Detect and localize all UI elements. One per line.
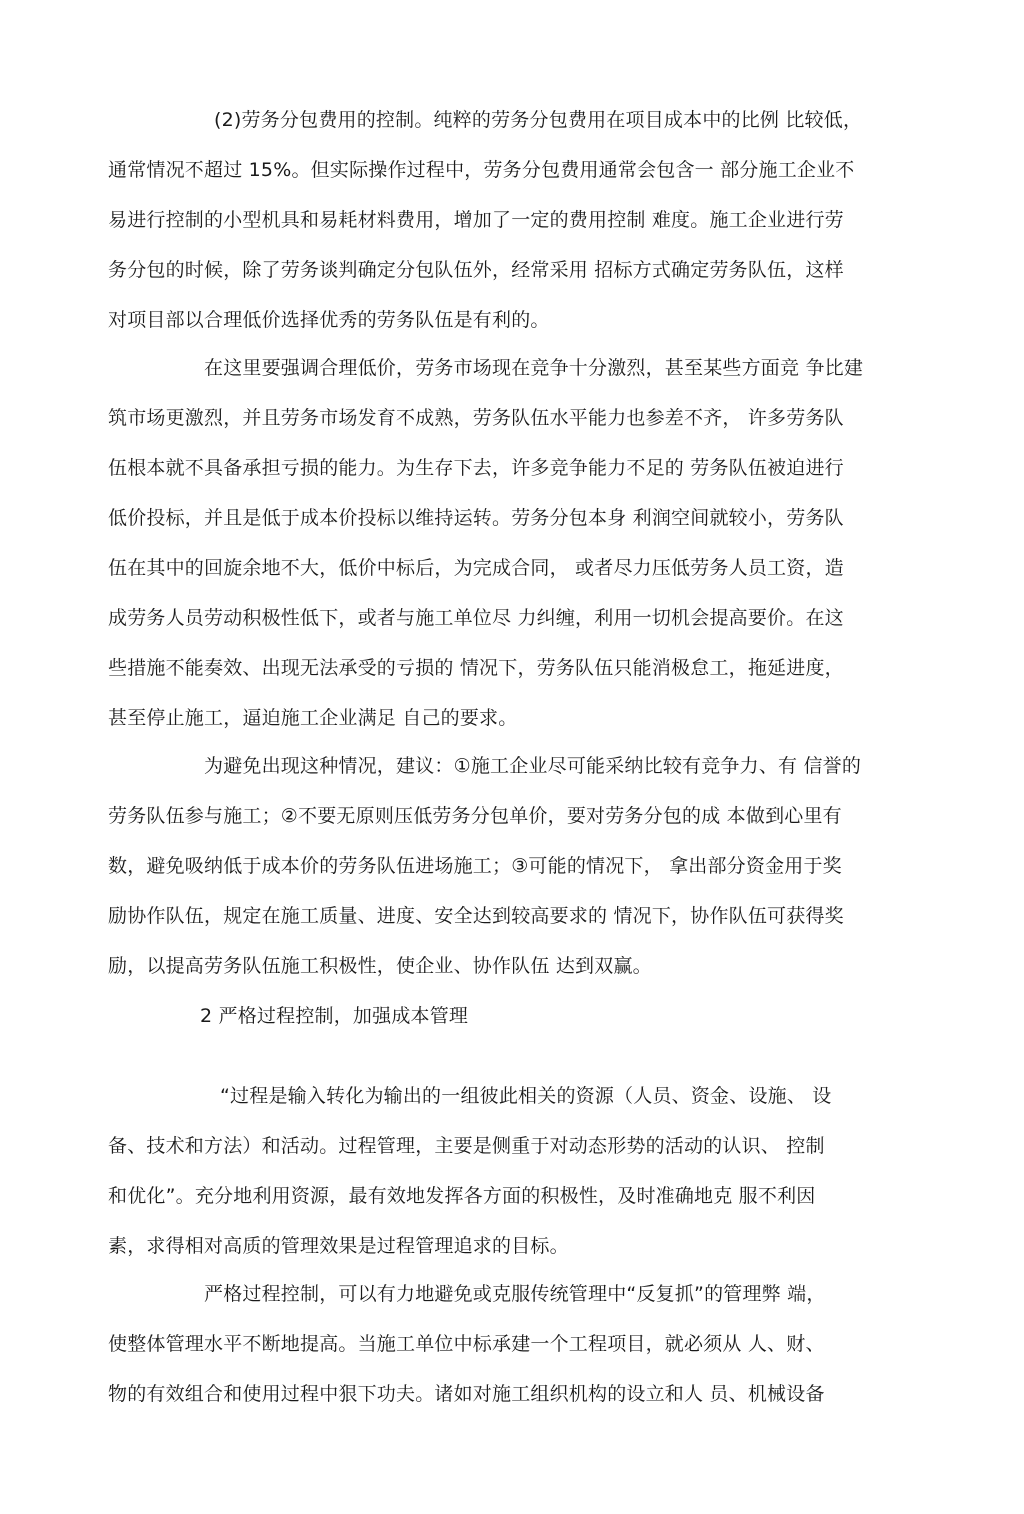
text-line: 物的有效组合和使用过程中狠下功夫。诸如对施工组织机构的设立和人 员、机械设备 <box>108 1383 825 1405</box>
text-line: 务分包的时候，除了劳务谈判确定分包队伍外，经常采用 招标方式确定劳务队伍，这样 <box>108 259 844 281</box>
text-line: 使整体管理水平不断地提高。当施工单位中标承建一个工程项目，就必须从 人、财、 <box>108 1333 825 1355</box>
text-line: 通常情况不超过 15%。但实际操作过程中，劳务分包费用通常会包含一 部分施工企业不 <box>108 159 855 181</box>
text-line: 劳务队伍参与施工；②不要无原则压低劳务分包单价，要对劳务分包的成 本做到心里有 <box>108 805 842 827</box>
text-line: 易进行控制的小型机具和易耗材料费用，增加了一定的费用控制 难度。施工企业进行劳 <box>108 209 844 231</box>
text-line: (2)劳务分包费用的控制。纯粹的劳务分包费用在项目成本中的比例 比较低， <box>214 109 863 131</box>
text-line: 备、技术和方法）和活动。过程管理，主要是侧重于对动态形势的活动的认识、 控制 <box>108 1135 825 1157</box>
paragraph-labor-subcontract-cost <box>108 95 924 345</box>
text-line: 成劳务人员劳动积极性低下，或者与施工单位尽 力纠缠，利用一切机会提高要价。在这 <box>108 607 844 629</box>
text-line: 励协作队伍，规定在施工质量、进度、安全达到较高要求的 情况下，协作队伍可获得奖 <box>108 905 844 927</box>
text-line: 在这里要强调合理低价，劳务市场现在竞争十分激烈，甚至某些方面竞 争比建 <box>204 357 864 379</box>
paragraph-process-definition <box>108 1071 924 1271</box>
text-line: “过程是输入转化为输出的一组彼此相关的资源（人员、资金、设施、 设 <box>220 1085 832 1107</box>
paragraph-strict-process-control <box>108 1269 924 1419</box>
text-line: 为避免出现这种情况，建议：①施工企业尽可能采纳比较有竞争力、有 信誉的 <box>204 755 862 777</box>
text-line: 素，求得相对高质的管理效果是过程管理追求的目标。 <box>108 1235 569 1257</box>
text-line: 严格过程控制，可以有力地避免或克服传统管理中“反复抓”的管理弊 端， <box>204 1283 826 1305</box>
section-heading <box>108 991 924 1041</box>
text-line: 些措施不能奏效、出现无法承受的亏损的 情况下，劳务队伍只能消极怠工，拖延进度， <box>108 657 844 679</box>
text-line: 数，避免吸纳低于成本价的劳务队伍进场施工；③可能的情况下， 拿出部分资金用于奖 <box>108 855 842 877</box>
text-line: 筑市场更激烈，并且劳务市场发育不成熟，劳务队伍水平能力也参差不齐， 许多劳务队 <box>108 407 844 429</box>
text-line: 伍在其中的回旋余地不大，低价中标后，为完成合同， 或者尽力压低劳务人员工资，造 <box>108 557 844 579</box>
paragraph-reasonable-low-price <box>108 343 924 743</box>
text-line: 伍根本就不具备承担亏损的能力。为生存下去，许多竞争能力不足的 劳务队伍被迫进行 <box>108 457 844 479</box>
text-line: 和优化”。充分地利用资源，最有效地发挥各方面的积极性，及时准确地克 服不利因 <box>108 1185 816 1207</box>
text-line: 甚至停止施工，逼迫施工企业满足 自己的要求。 <box>108 707 518 729</box>
text-line: 励，以提高劳务队伍施工积极性，使企业、协作队伍 达到双赢。 <box>108 955 652 977</box>
text-line: 低价投标，并且是低于成本价投标以维持运转。劳务分包本身 利润空间就较小，劳务队 <box>108 507 844 529</box>
text-line: 对项目部以合理低价选择优秀的劳务队伍是有利的。 <box>108 309 550 331</box>
section-heading-text: 2 严格过程控制，加强成本管理 <box>200 1005 469 1027</box>
paragraph-suggestions <box>108 741 924 991</box>
